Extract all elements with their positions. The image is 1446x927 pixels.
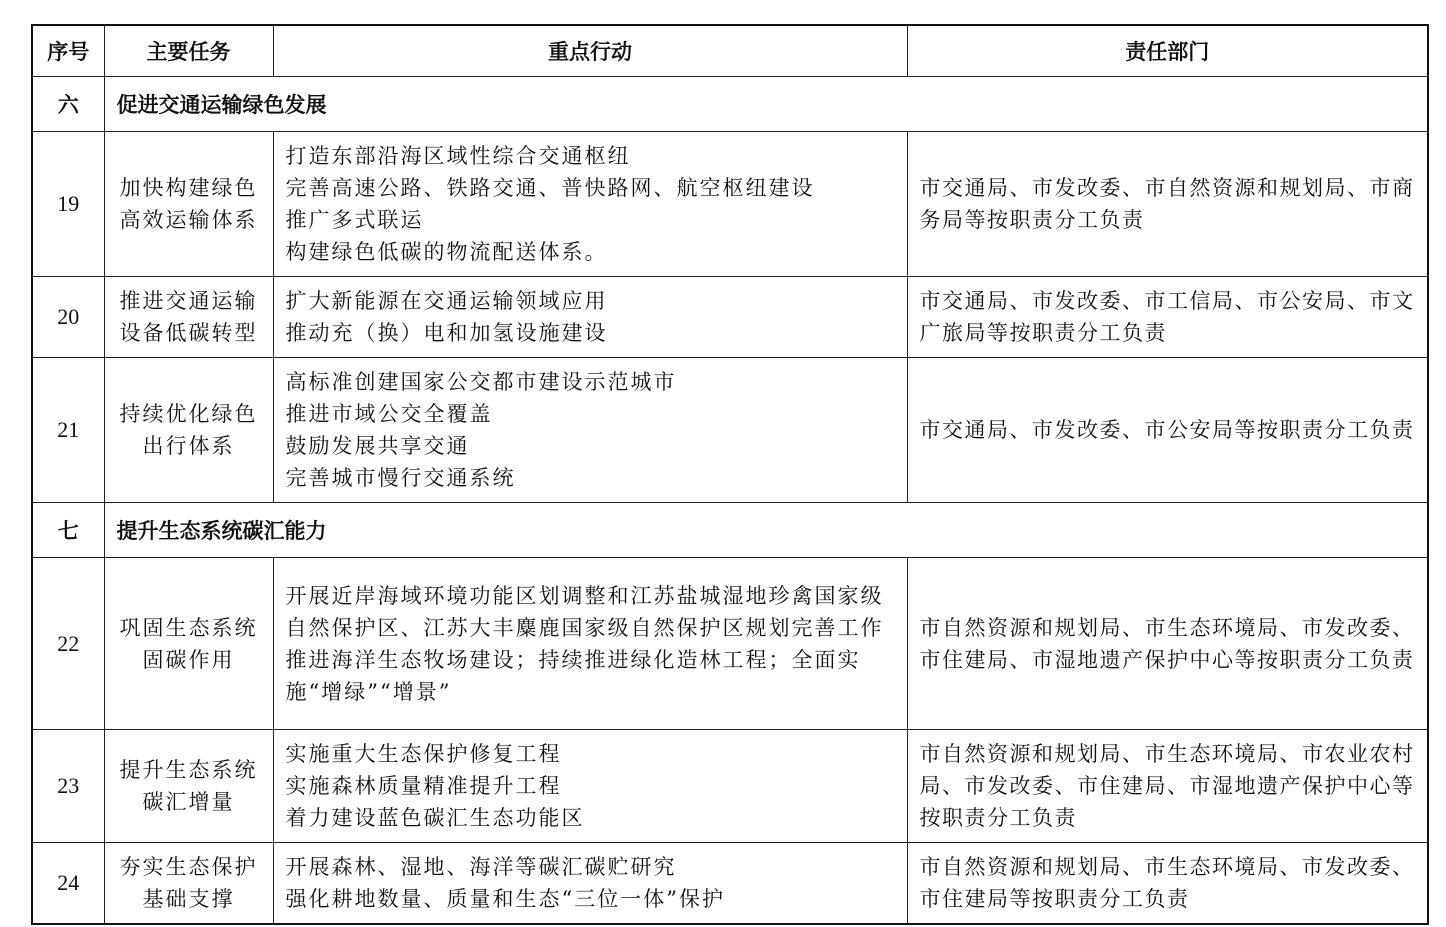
row-task [104, 730, 273, 843]
row-task [104, 843, 273, 925]
row-dept: 市交通局、市发改委、市自然资源和规划局、市商务局等按职责分工负责 [907, 132, 1428, 277]
table-row [32, 358, 1428, 503]
action-line: 推动充（换）电和加氢设施建设 [285, 321, 608, 345]
action-line: 实施重大生态保护修复工程 [285, 742, 562, 766]
task-line: 设备低碳转型 [119, 321, 258, 345]
row-num: 22 [32, 558, 104, 730]
action-line: 构建绿色低碳的物流配送体系。 [285, 240, 608, 264]
row-actions [273, 843, 907, 925]
row-dept: 市交通局、市发改委、市工信局、市公安局、市文广旅局等按职责分工负责 [907, 277, 1428, 358]
task-line: 出行体系 [142, 434, 235, 458]
task-line: 固碳作用 [142, 647, 235, 672]
task-line: 加快构建绿色 [119, 176, 258, 200]
table-row [32, 730, 1428, 843]
action-line: 推进海洋生态牧场建设；持续推进绿化造林工程；全面实施“增绿”“增景” [285, 647, 861, 704]
row-task [104, 277, 273, 358]
task-line: 持续优化绿色 [119, 402, 258, 426]
section-row [32, 503, 1428, 558]
section-num: 七 [32, 503, 104, 558]
section-row [32, 77, 1428, 132]
task-line: 高效运输体系 [119, 208, 258, 232]
action-line: 强化耕地数量、质量和生态“三位一体”保护 [285, 887, 725, 911]
action-line: 扩大新能源在交通运输领域应用 [285, 289, 608, 313]
section-title: 提升生态系统碳汇能力 [104, 503, 1428, 558]
row-actions [273, 730, 907, 843]
action-line: 打造东部沿海区域性综合交通枢纽 [285, 144, 631, 168]
row-num: 23 [32, 730, 104, 843]
header-action: 重点行动 [273, 25, 907, 77]
table-row [32, 558, 1428, 730]
row-num: 19 [32, 132, 104, 277]
section-title: 促进交通运输绿色发展 [104, 77, 1428, 132]
action-line: 推广多式联运 [285, 208, 424, 232]
row-dept: 市自然资源和规划局、市生态环境局、市发改委、市住建局等按职责分工负责 [907, 843, 1428, 925]
section-num: 六 [32, 77, 104, 132]
row-dept: 市自然资源和规划局、市生态环境局、市发改委、市住建局、市湿地遗产保护中心等按职责分工负责 [907, 558, 1428, 730]
header-num: 序号 [32, 25, 104, 77]
row-actions [273, 558, 907, 730]
row-task [104, 358, 273, 503]
table-row [32, 132, 1428, 277]
task-line: 碳汇增量 [142, 790, 235, 814]
row-actions [273, 277, 907, 358]
action-line: 实施森林质量精准提升工程 [285, 774, 562, 798]
action-line: 高标准创建国家公交都市建设示范城市 [285, 370, 677, 394]
action-line: 完善城市慢行交通系统 [285, 466, 516, 490]
action-line: 开展近岸海域环境功能区划调整和江苏盐城湿地珍禽国家级自然保护区、江苏大丰麋鹿国家级自然保护区规划完善工作 [285, 583, 884, 640]
row-num: 20 [32, 277, 104, 358]
task-line: 夯实生态保护 [119, 855, 258, 879]
task-line: 巩固生态系统 [119, 615, 258, 640]
task-line: 基础支撑 [142, 887, 235, 911]
row-dept: 市交通局、市发改委、市公安局等按职责分工负责 [907, 358, 1428, 503]
action-line: 推进市域公交全覆盖 [285, 402, 493, 426]
action-line: 完善高速公路、铁路交通、普快路网、航空枢纽建设 [285, 176, 815, 200]
table-header-row [32, 25, 1428, 77]
row-actions [273, 358, 907, 503]
header-task: 主要任务 [104, 25, 273, 77]
table-row [32, 843, 1428, 925]
row-dept: 市自然资源和规划局、市生态环境局、市农业农村局、市发改委、市住建局、市湿地遗产保护中心等按职责分工负责 [907, 730, 1428, 843]
task-line: 提升生态系统 [119, 758, 258, 782]
header-dept: 责任部门 [907, 25, 1428, 77]
row-num: 21 [32, 358, 104, 503]
row-num: 24 [32, 843, 104, 925]
table-row [32, 277, 1428, 358]
task-table [31, 24, 1429, 925]
task-line: 推进交通运输 [119, 289, 258, 313]
action-line: 着力建设蓝色碳汇生态功能区 [285, 806, 585, 830]
action-line: 鼓励发展共享交通 [285, 434, 470, 458]
row-task [104, 558, 273, 730]
table-body [32, 77, 1428, 925]
row-actions [273, 132, 907, 277]
action-line: 开展森林、湿地、海洋等碳汇碳贮研究 [285, 855, 677, 879]
row-task [104, 132, 273, 277]
